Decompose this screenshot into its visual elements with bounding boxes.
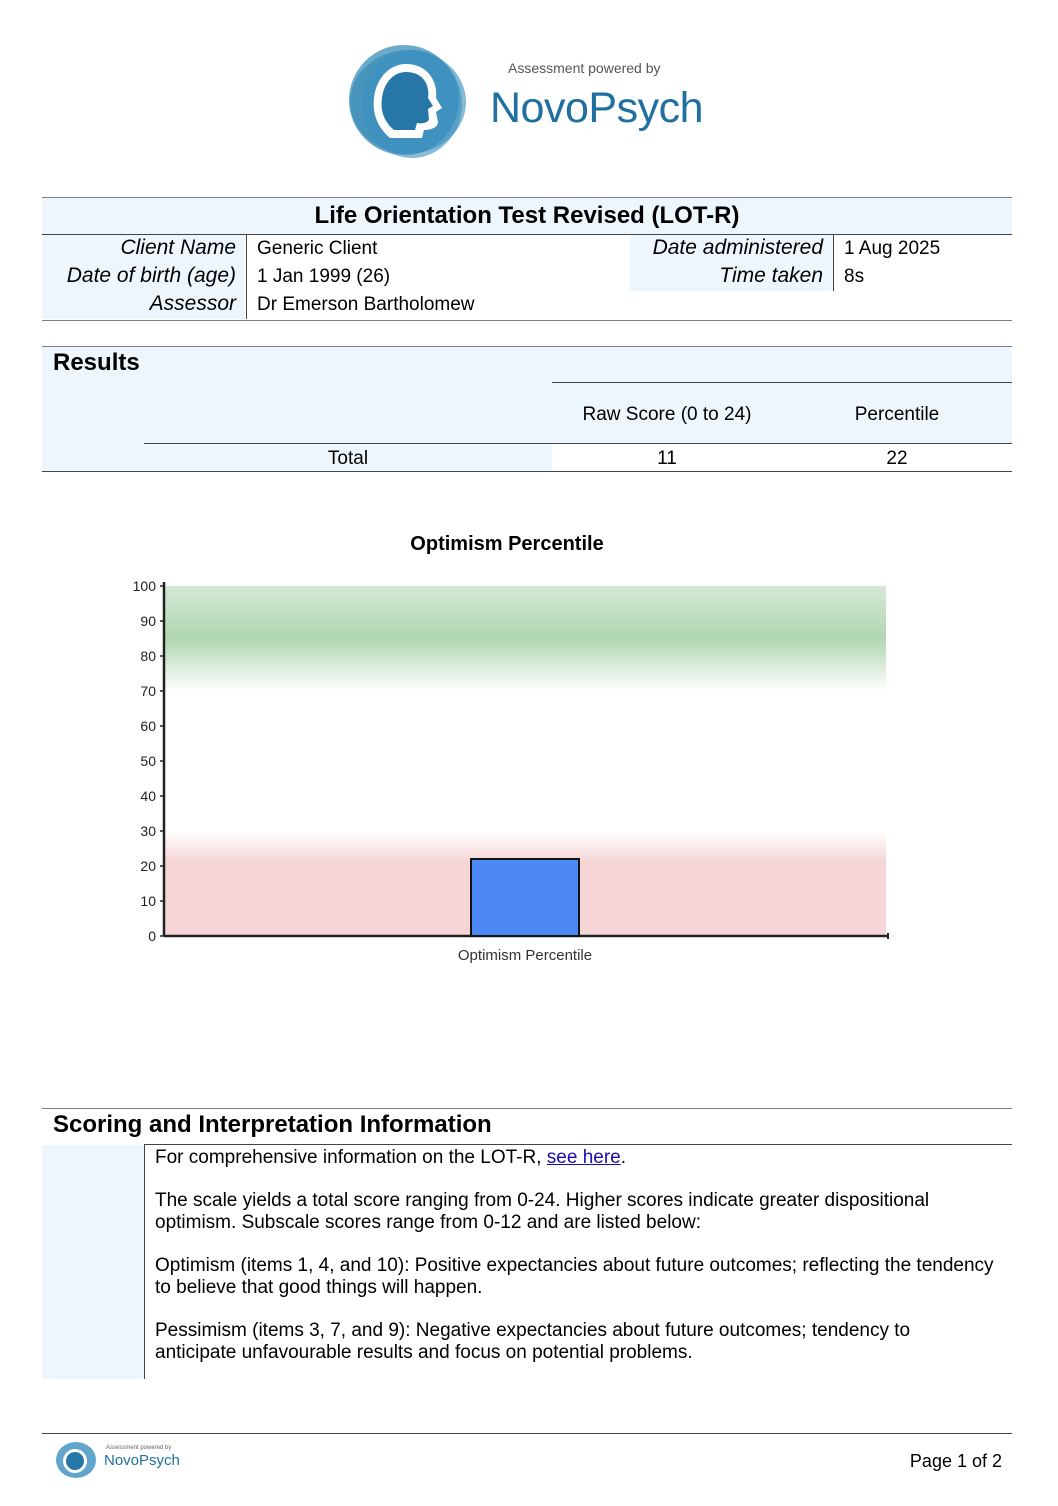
client-name-label: Client Name — [120, 236, 236, 259]
footer-brand: NovoPsych — [104, 1452, 180, 1469]
footer-rule — [42, 1433, 1012, 1434]
date-administered-label: Date administered — [652, 236, 823, 259]
powered-by-text: Assessment powered by — [508, 60, 661, 76]
section-rule — [144, 1144, 1012, 1145]
x-category-label: Optimism Percentile — [457, 947, 593, 964]
raw-score-header: Raw Score (0 to 24) — [582, 404, 752, 425]
intro-period: . — [620, 1147, 627, 1168]
client-info-table — [42, 197, 1012, 321]
y-tick-label: 0 — [148, 928, 156, 944]
scoring-side-band — [42, 1145, 144, 1379]
scoring-section — [42, 1108, 1012, 1379]
assessor-label: Assessor — [149, 292, 236, 315]
date-administered-value: 1 Aug 2025 — [844, 238, 941, 259]
y-tick-label: 10 — [140, 893, 156, 909]
client-name-value: Generic Client — [257, 238, 378, 259]
header-rule — [144, 443, 1012, 444]
intro-paragraph — [155, 1147, 995, 1169]
chart-title: Optimism Percentile — [410, 533, 604, 555]
pessimism-paragraph: Pessimism (items 3, 7, and 9): Negative expectancies about future outcomes; tendency to anticipate unfavourable results and focus on potential problems. — [155, 1320, 911, 1363]
assessor-value: Dr Emerson Bartholomew — [257, 294, 475, 315]
y-tick-label: 50 — [140, 753, 156, 769]
row-label-total: Total — [327, 448, 369, 469]
assessment-title: Life Orientation Test Revised (LOT-R) — [314, 202, 740, 229]
see-here-link[interactable]: see here — [546, 1147, 621, 1168]
page-number: Page 1 of 2 — [909, 1451, 1002, 1471]
y-tick-label: 100 — [132, 578, 156, 594]
results-table — [42, 346, 1012, 472]
percentile-value: 22 — [886, 448, 908, 469]
results-title: Results — [53, 349, 140, 376]
footer-logo — [54, 1440, 98, 1480]
y-tick-label: 40 — [140, 788, 156, 804]
optimism-percentile-chart — [100, 570, 920, 980]
bar-optimism-percentile — [471, 859, 579, 936]
percentile-header: Percentile — [854, 404, 940, 425]
y-tick-label: 20 — [140, 858, 156, 874]
column-divider — [833, 235, 834, 291]
scoring-title: Scoring and Interpretation Information — [53, 1111, 492, 1138]
dob-value: 1 Jan 1999 (26) — [257, 266, 391, 287]
dob-label: Date of birth (age) — [66, 264, 236, 287]
optimism-paragraph: Optimism (items 1, 4, and 10): Positive expectancies about future outcomes; reflecting the tendency to believe that good things will happen. — [155, 1255, 994, 1298]
high-band — [164, 586, 886, 691]
novopsych-logo — [346, 42, 470, 160]
brand-name: NovoPsych — [490, 84, 703, 132]
time-taken-label: Time taken — [719, 264, 823, 287]
y-tick-label: 30 — [140, 823, 156, 839]
column-divider — [246, 235, 247, 319]
y-tick-label: 80 — [140, 648, 156, 664]
scoring-body — [155, 1147, 995, 1385]
footer-powered-by: Assessment powered by — [106, 1445, 172, 1451]
y-tick-label: 90 — [140, 613, 156, 629]
intro-text: For comprehensive information on the LOT-R, — [155, 1147, 547, 1168]
scale-paragraph: The scale yields a total score ranging from 0-24. Higher scores indicate greater dispositional optimism. Subscale scores range from 0-12 and are listed below: — [155, 1190, 930, 1233]
y-tick-label: 60 — [140, 718, 156, 734]
time-taken-value: 8s — [844, 266, 865, 287]
header-rule — [552, 382, 1012, 383]
y-tick-label: 70 — [140, 683, 156, 699]
raw-score-value: 11 — [657, 448, 677, 469]
section-divider — [144, 1145, 145, 1379]
